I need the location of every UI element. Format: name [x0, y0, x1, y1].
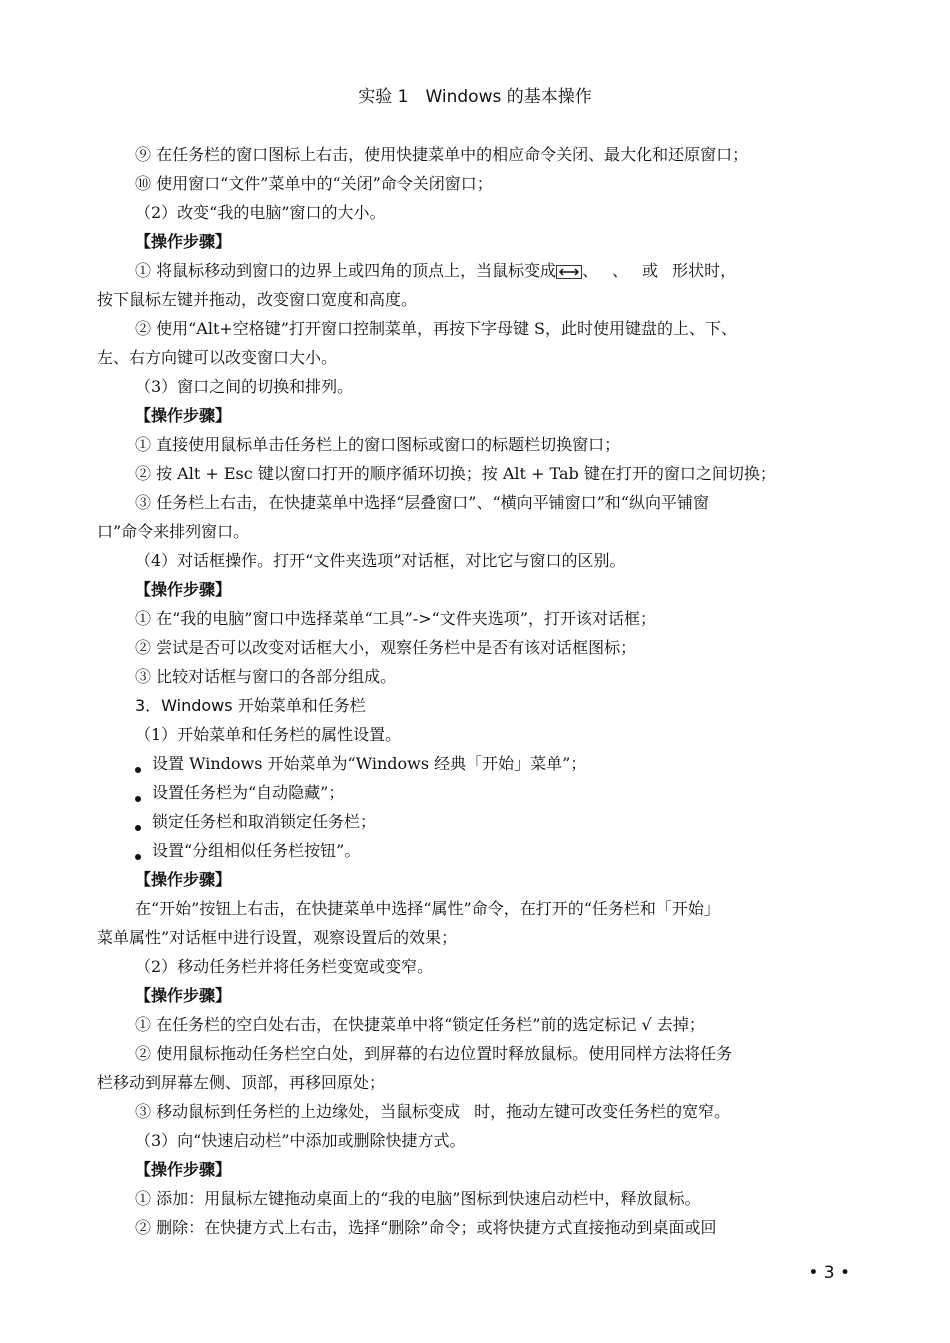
diagonal-resize-cursor-icon: [628, 265, 642, 279]
diagonal-resize-alt-cursor-icon: [658, 265, 672, 279]
text-line: ③ 比较对话框与窗口的各部分组成。: [135, 667, 397, 686]
subsection-heading: （4）对话框操作。打开“文件夹选项”对话框，对比它与窗口的区别。: [135, 551, 626, 570]
text-line: 菜单属性”对话框中进行设置，观察设置后的效果；: [97, 928, 458, 947]
steps-heading: 【操作步骤】: [135, 1160, 232, 1179]
text-line: ① 在任务栏的空白处右击，在快捷菜单中将“锁定任务栏”前的选定标记 √ 去掉；: [135, 1015, 705, 1034]
text-line: 按下鼠标左键并拖动，改变窗口宽度和高度。: [97, 290, 418, 309]
text-line-with-cursors: ① 将鼠标移动到窗口的边界上或四角的顶点上，当鼠标变成 、 、 或 形状时，: [135, 261, 737, 280]
text-line: ① 在“我的电脑”窗口中选择菜单“工具”->“文件夹选项”，打开该对话框；: [135, 609, 656, 628]
subsection-heading: （1）开始菜单和任务栏的属性设置。: [135, 725, 402, 744]
text-line: ⑨ 在任务栏的窗口图标上右击，使用快捷菜单中的相应命令关闭、最大化和还原窗口；: [135, 145, 749, 164]
vertical-resize-cursor-icon: [460, 1106, 474, 1120]
subsection-heading: （2）移动任务栏并将任务栏变宽或变窄。: [135, 957, 434, 976]
text-line: 栏移动到屏幕左侧、顶部，再移回原处；: [97, 1073, 386, 1092]
page-number: • 3 •: [808, 1263, 850, 1283]
steps-heading: 【操作步骤】: [135, 986, 232, 1005]
bullet-item: 锁定任务栏和取消锁定任务栏；: [97, 807, 857, 836]
bullet-item: 设置任务栏为“自动隐藏”；: [97, 778, 857, 807]
bullet-dot-icon: [135, 767, 141, 773]
text-line: 在“开始”按钮上右击，在快捷菜单中选择“属性”命令，在打开的“任务栏和「开始」: [135, 899, 720, 918]
text-line: ② 按 Alt + Esc 键以窗口打开的顺序循环切换；按 Alt + Tab 键在打开的窗口之间切换；: [135, 464, 776, 483]
steps-heading: 【操作步骤】: [135, 870, 232, 889]
text-line: ② 使用“Alt+空格键”打开窗口控制菜单，再按下字母键 S，此时使用键盘的上、下、: [135, 319, 738, 338]
subsection-heading: （2）改变“我的电脑”窗口的大小。: [135, 203, 386, 222]
horizontal-resize-cursor-icon: [556, 265, 582, 279]
text-line: ⑩ 使用窗口“文件”菜单中的“关闭”命令关闭窗口；: [135, 174, 493, 193]
text-line: 口”命令来排列窗口。: [97, 522, 250, 541]
text-line: ① 添加：用鼠标左键拖动桌面上的“我的电脑”图标到快速启动栏中，释放鼠标。: [135, 1189, 701, 1208]
section-heading: 3．Windows 开始菜单和任务栏: [135, 696, 366, 715]
bullet-dot-icon: [135, 796, 141, 802]
text-line: ② 使用鼠标拖动任务栏空白处，到屏幕的右边位置时释放鼠标。使用同样方法将任务: [135, 1044, 733, 1063]
text-line: ③ 任务栏上右击，在快捷菜单中选择“层叠窗口”、“横向平铺窗口”和“纵向平铺窗: [135, 493, 709, 512]
page-title: 实验 1 Windows 的基本操作: [358, 87, 592, 107]
text-line-with-cursor: ③ 移动鼠标到任务栏的上边缘处，当鼠标变成 时，拖动左键可改变任务栏的宽窄。: [135, 1102, 731, 1121]
steps-heading: 【操作步骤】: [135, 406, 232, 425]
vertical-resize-cursor-icon: [598, 265, 612, 279]
bullet-item: 设置“分组相似任务栏按钮”。: [97, 836, 857, 865]
subsection-heading: （3）窗口之间的切换和排列。: [135, 377, 354, 396]
bullet-dot-icon: [135, 825, 141, 831]
subsection-heading: （3）向“快速启动栏”中添加或删除快捷方式。: [135, 1131, 466, 1150]
text-line: ② 尝试是否可以改变对话框大小，观察任务栏中是否有该对话框图标；: [135, 638, 637, 657]
text-line: ② 删除：在快捷方式上右击，选择“删除”命令；或将快捷方式直接拖动到桌面或回: [135, 1218, 717, 1237]
text-line: 左、右方向键可以改变窗口大小。: [97, 348, 338, 367]
bullet-item: 设置 Windows 开始菜单为“Windows 经典「开始」菜单”；: [97, 749, 857, 778]
bullet-dot-icon: [135, 854, 141, 860]
steps-heading: 【操作步骤】: [135, 580, 232, 599]
text-line: ① 直接使用鼠标单击任务栏上的窗口图标或窗口的标题栏切换窗口；: [135, 435, 621, 454]
steps-heading: 【操作步骤】: [135, 232, 232, 251]
document-body: [97, 140, 857, 1242]
